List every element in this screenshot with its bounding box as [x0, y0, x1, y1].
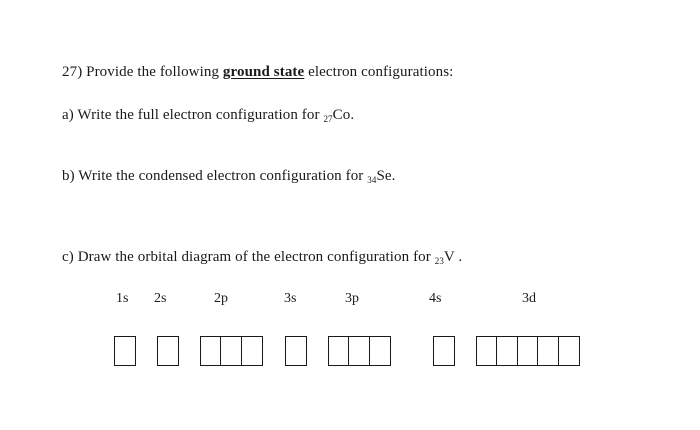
orbital-boxes-2p[interactable]	[200, 336, 263, 366]
orbital-label-1s: 1s	[116, 291, 129, 306]
orbital-box[interactable]	[517, 336, 539, 366]
orbital-boxes-3s[interactable]	[285, 336, 307, 366]
orbital-box[interactable]	[348, 336, 370, 366]
orbital-box[interactable]	[558, 336, 580, 366]
part-c-text: c) Draw the orbital diagram of the electron configuration for	[62, 249, 435, 265]
orbital-label-2p: 2p	[214, 291, 228, 306]
orbital-box[interactable]	[200, 336, 222, 366]
orbital-box[interactable]	[157, 336, 179, 366]
orbital-label-3p: 3p	[345, 291, 359, 306]
question-prefix: 27) Provide the following	[62, 64, 223, 80]
question-suffix: electron configurations:	[304, 64, 454, 80]
orbital-box[interactable]	[285, 336, 307, 366]
part-a-atomic-number: 27	[323, 114, 333, 124]
part-a-text: a) Write the full electron configuration for	[62, 107, 324, 123]
orbital-label-4s: 4s	[429, 291, 442, 306]
orbital-box[interactable]	[328, 336, 350, 366]
part-b-prompt	[62, 168, 396, 185]
part-a-prompt	[62, 107, 354, 124]
part-c-prompt	[62, 249, 462, 266]
orbital-box[interactable]	[241, 336, 263, 366]
orbital-box[interactable]	[537, 336, 559, 366]
question-emphasis: ground state	[222, 64, 305, 80]
orbital-boxes-2s[interactable]	[157, 336, 179, 366]
orbital-label-3d: 3d	[522, 291, 536, 306]
orbital-box[interactable]	[476, 336, 498, 366]
part-c-atomic-number: 23	[434, 256, 444, 266]
orbital-boxes-4s[interactable]	[433, 336, 455, 366]
orbital-box[interactable]	[496, 336, 518, 366]
orbital-boxes-3d[interactable]	[476, 336, 580, 366]
orbital-box[interactable]	[220, 336, 242, 366]
part-c-element: V .	[443, 249, 463, 265]
part-b-text: b) Write the condensed electron configuration for	[62, 168, 368, 184]
orbital-boxes-1s[interactable]	[114, 336, 136, 366]
part-a-element: Co.	[332, 107, 355, 123]
part-b-atomic-number: 34	[367, 175, 377, 185]
question-title	[62, 64, 453, 81]
orbital-label-3s: 3s	[284, 291, 297, 306]
orbital-label-2s: 2s	[154, 291, 167, 306]
orbital-box[interactable]	[433, 336, 455, 366]
part-b-element: Se.	[376, 168, 396, 184]
orbital-box[interactable]	[369, 336, 391, 366]
orbital-boxes-3p[interactable]	[328, 336, 391, 366]
orbital-box[interactable]	[114, 336, 136, 366]
